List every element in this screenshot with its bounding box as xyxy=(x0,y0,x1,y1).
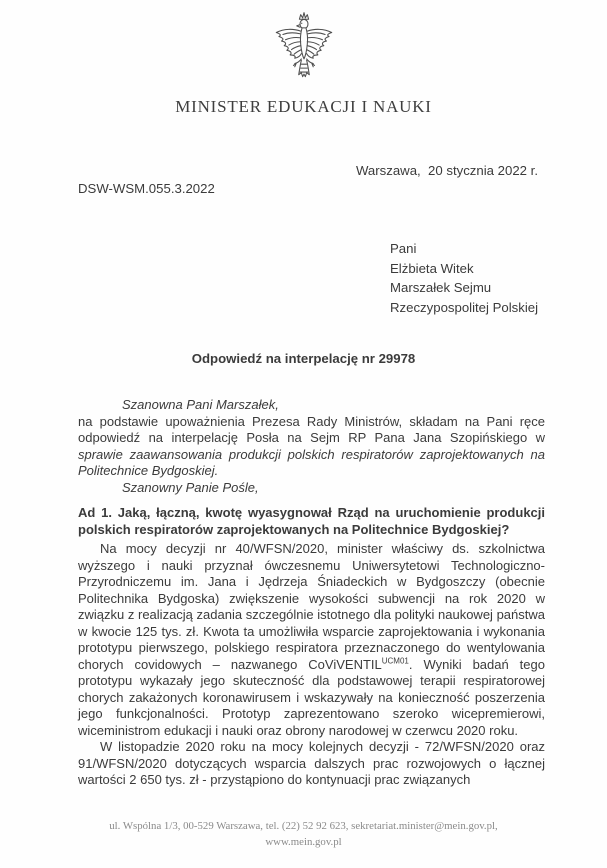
salutation-marszalek: Szanowna Pani Marszałek, xyxy=(122,397,279,412)
salutation-posel: Szanowny Panie Pośle, xyxy=(122,479,259,495)
reference-number: DSW-WSM.055.3.2022 xyxy=(78,181,215,196)
answer-paragraph-2: W listopadzie 2020 roku na mocy kolejnych decyzji - 72/WFSN/2020 oraz 91/WFSN/2020 dotyczących wsparcia dalszych prac rozwojowych o łącznej wartości 2 650 tys. zł - przystąpiono do kontynuacji prac związanych xyxy=(78,739,545,787)
subject-line: Odpowiedź na interpelację nr 29978 xyxy=(191,351,416,366)
answer-paragraph-1-continued: . Wyniki badań tego prototypu wykazały jego skuteczność dla podstawowej terapii respiratorowej chorych zakażonych koronawirusem i wskazywały na konieczność poszerzenia jego funkcjonalności. Prototyp zaprezentowano szeroko wicepremierowi, wiceministrom edukacji i nauki oraz obrony narodowej w czerwcu 2020 roku. xyxy=(78,656,545,738)
superscript-model-code: UCM01 xyxy=(381,656,409,666)
addressee-line: Pani xyxy=(390,241,417,256)
opening-paragraph xyxy=(78,414,545,480)
case-title-italic: sprawie zaawansowania produkcji polskich respiratorów zaprojektowanych na Politechnice Bydgoskiej. xyxy=(78,446,545,478)
addressee-line: Rzeczypospolitej Polskiej xyxy=(390,299,539,315)
letter-body xyxy=(78,397,545,789)
footer-website: www.mein.gov.pl xyxy=(265,836,342,848)
footer-contact-block xyxy=(0,818,607,850)
opening-paragraph-text: na podstawie upoważnienia Prezesa Rady Ministrów, składam na Pani ręce odpowiedź na interpelację Posła na Sejm RP Pana Jana Szopińskiego w xyxy=(78,413,545,445)
answer-paragraph-1-text: Na mocy decyzji nr 40/WFSN/2020, minister właściwy ds. szkolnictwa wyższego i nauki przyznał ówczesnemu Uniwersytetowi Technologiczno-Przyrodniczemu im. Jana i Jędrzeja Śniadeckich w Bydgoszczy (obecnie Politechnika Bydgoska) zwiększenie wysokości subwencji na rok 2020 w związku z realizacją zadania szczególnie istotnego dla polityki naukowej państwa w kwocie 125 tys. zł. Kwota ta umożliwiła wsparcie zaprojektowania i wykonania prototypu pierwszego, polskiego respiratora przeznaczonego do wentylowania chorych covidowych – nazwanego CoViVENTIL xyxy=(78,541,545,672)
place-and-date: Warszawa, 20 stycznia 2022 r. xyxy=(355,163,538,178)
answer-paragraph-1 xyxy=(78,541,545,739)
footer-address-line: ul. Wspólna 1/3, 00-529 Warszawa, tel. (22) 52 92 623, sekretariat.minister@mein.gov.pl, xyxy=(109,820,498,832)
addressee-line: Elżbieta Witek xyxy=(390,260,474,276)
addressee-line: Marszałek Sejmu xyxy=(390,280,492,295)
addressee-block xyxy=(390,239,538,317)
question-1-heading: Ad 1. Jaką, łączną, kwotę wyasygnował Rząd na uruchomienie produkcji polskich respiratorów zaprojektowanych na Politechnice Bydgoskiej? xyxy=(78,505,545,537)
ministry-title: MINISTER EDUKACJI I NAUKI xyxy=(175,97,432,116)
eagle-emblem-icon xyxy=(271,10,337,89)
